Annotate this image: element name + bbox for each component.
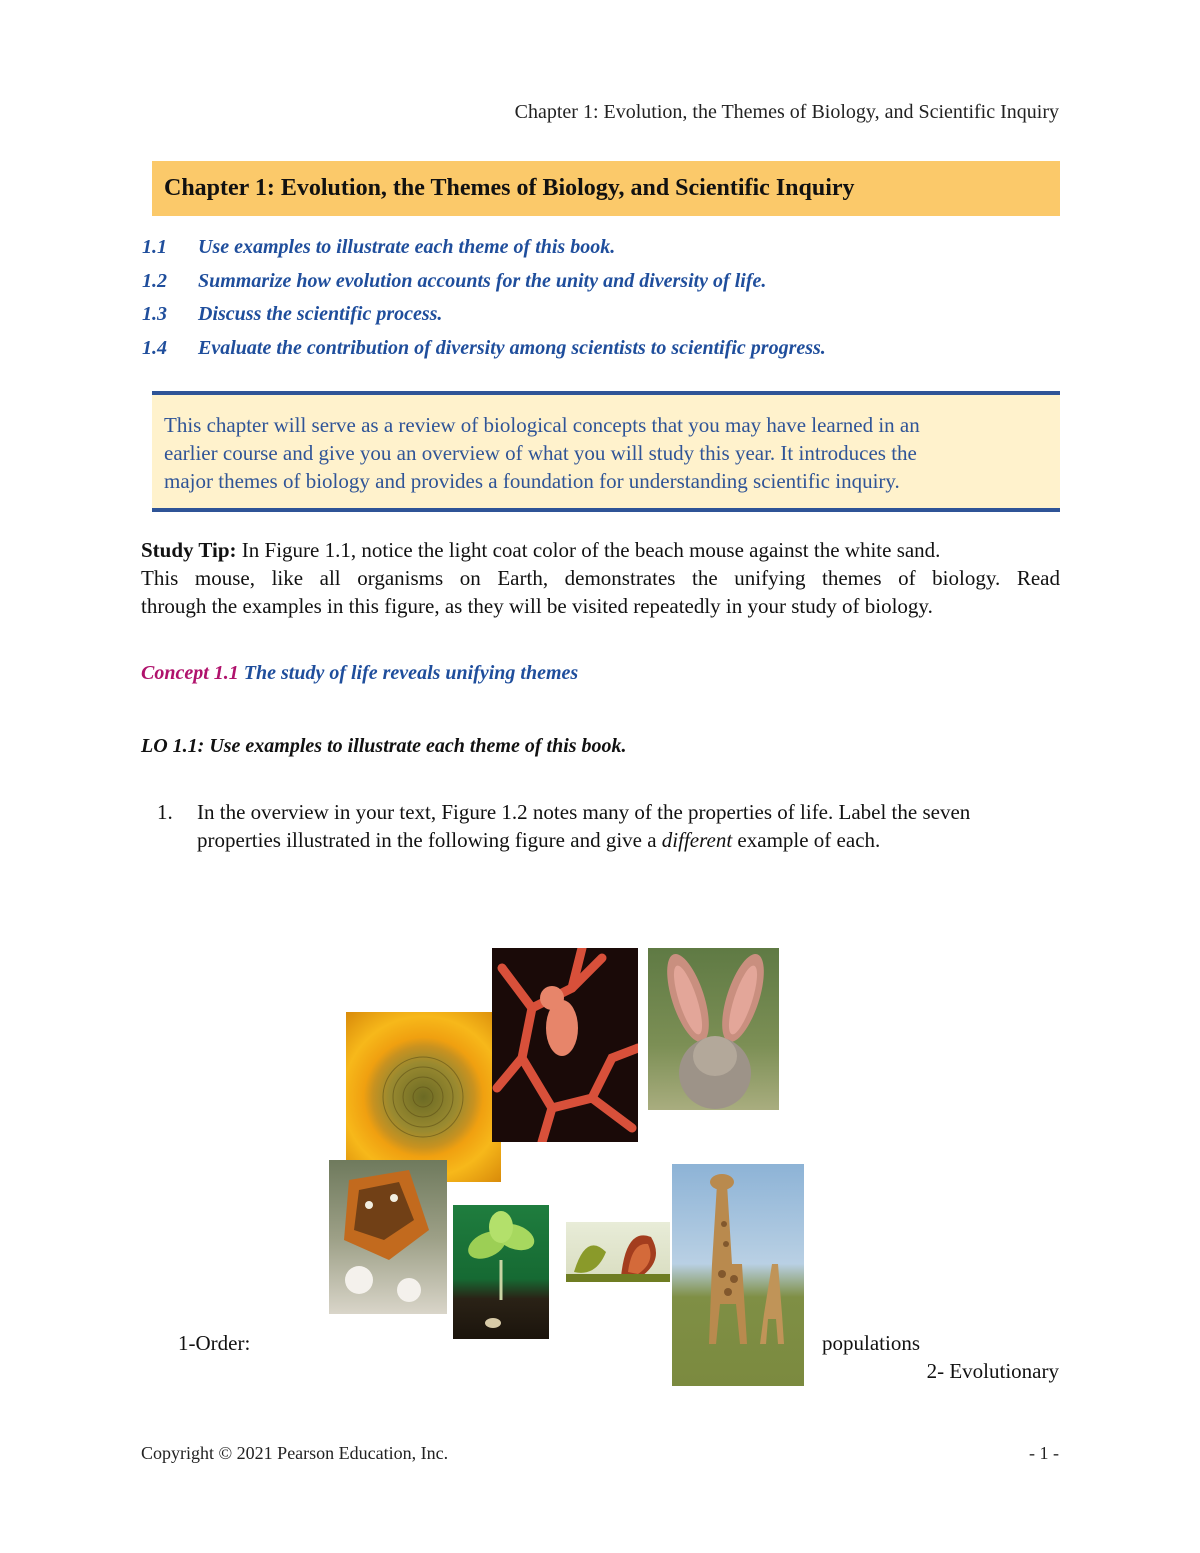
seedling-drawing [453,1205,549,1339]
giraffe-drawing [672,1164,804,1386]
question-emphasis: different [661,828,733,852]
sunflower-photo [346,1012,501,1182]
footer-copyright: Copyright © 2021 Pearson Education, Inc. [141,1443,449,1463]
study-tip-justified-line [141,564,1060,592]
objective-text: Evaluate the contribution of diversity among scientists to scientific progress. [198,336,826,359]
study-tip-word: Earth, [497,566,549,590]
running-header: Chapter 1: Evolution, the Themes of Biology, and Scientific Inquiry [514,101,1059,123]
study-tip-word: This [141,566,179,590]
study-tip-text: In Figure 1.1, notice the light coat color of the beach mouse against the white sand. [236,538,941,562]
seahorse-photo [492,948,638,1142]
concept-heading [141,662,578,685]
objective-item [142,231,1072,265]
study-tip-word: organisms [357,566,444,590]
jackrabbit-drawing [648,948,779,1110]
chapter-title-bar [152,161,1060,216]
objective-number: 1.1 [142,236,167,259]
intro-line: major themes of biology and provides a foundation for understanding scientific inquiry. [164,469,900,493]
lo-heading: LO 1.1: Use examples to illustrate each theme of this book. [141,735,627,757]
figure-label-populations: populations [822,1331,920,1355]
study-tip-word: like [271,566,304,590]
question-1 [141,798,1061,854]
concept-title: The study of life reveals unifying themes [243,662,579,684]
study-tip-paragraph [141,536,1060,620]
butterfly-drawing [329,1160,447,1314]
objective-text: Discuss the scientific process. [198,303,443,326]
jackrabbit-photo [648,948,779,1110]
study-tip-word: the [692,566,718,590]
study-tip-word: mouse, [194,566,255,590]
study-tip-word: demonstrates [564,566,676,590]
study-tip-word: on [459,566,481,590]
objective-item [142,265,1072,299]
question-number: 1. [157,800,173,824]
sunflower-drawing [346,1012,501,1182]
objective-number: 1.4 [142,336,167,359]
question-text: properties illustrated in the following figure and give a [197,828,662,852]
learning-objectives-list [142,231,1072,365]
butterfly-photo [329,1160,447,1314]
question-line [197,826,1061,854]
seedling-photo [453,1205,549,1339]
intro-line: earlier course and give you an overview of what you will study this year. It introduces the [164,441,917,465]
study-tip-word: themes [822,566,882,590]
objective-item [142,298,1072,332]
footer-page-number: - 1 - [1029,1443,1059,1463]
giraffe-photo [672,1164,804,1386]
objective-text: Summarize how evolution accounts for the unity and diversity of life. [198,269,767,292]
study-tip-word: all [319,566,341,590]
figure-label-evolutionary: 2- Evolutionary [926,1359,1059,1383]
question-text: example of each. [732,828,881,852]
study-tip-word: unifying [734,566,806,590]
chapter-title: Chapter 1: Evolution, the Themes of Biology, and Scientific Inquiry [164,175,855,201]
objective-item [142,332,1072,366]
venus-flytrap-drawing [566,1222,670,1282]
objective-number: 1.3 [142,303,167,326]
seahorse-drawing [492,948,638,1142]
figure-label-order: 1-Order: [178,1331,251,1355]
chapter-intro-box [152,391,1060,512]
concept-label: Concept 1.1 [141,662,239,684]
study-tip-word: Read [1016,566,1060,590]
objective-text: Use examples to illustrate each theme of this book. [198,236,616,259]
study-tip-line: through the examples in this figure, as they will be visited repeatedly in your study of biology. [141,594,933,618]
study-tip-word: biology. [932,566,1001,590]
study-tip-word: of [898,566,916,590]
venus-flytrap-photo [566,1222,670,1282]
study-tip-line [141,536,1060,564]
objective-number: 1.2 [142,269,167,292]
question-line: In the overview in your text, Figure 1.2 notes many of the properties of life. Label the seven [197,800,971,824]
study-tip-label: Study Tip: [141,538,237,562]
intro-line: This chapter will serve as a review of biological concepts that you may have learned in an [164,413,920,437]
